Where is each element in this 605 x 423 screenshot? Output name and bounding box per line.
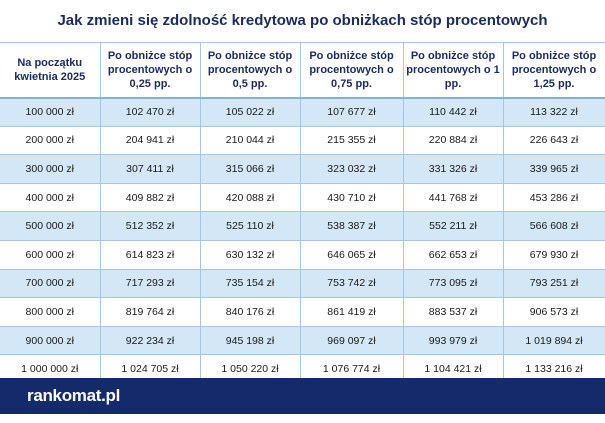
- table-row: [0, 98, 605, 127]
- table-row: [0, 155, 605, 184]
- table-cell: 906 573 zł: [503, 298, 605, 327]
- table-cell: 300 000 zł: [0, 155, 100, 184]
- table-cell: 226 643 zł: [503, 126, 605, 155]
- column-header: Po obniżce stóp procentowych o 1,25 pp.: [503, 43, 605, 98]
- table-cell: 1 133 216 zł: [503, 355, 605, 384]
- table-row: [0, 240, 605, 269]
- table-cell: 105 022 zł: [200, 98, 300, 127]
- table-cell: 1 104 421 zł: [403, 355, 503, 384]
- table-cell: 315 066 zł: [200, 155, 300, 184]
- table-cell: 922 234 zł: [100, 326, 200, 355]
- table-cell: 840 176 zł: [200, 298, 300, 327]
- table-cell: 113 322 zł: [503, 98, 605, 127]
- table-cell: 107 677 zł: [300, 98, 403, 127]
- table-cell: 861 419 zł: [300, 298, 403, 327]
- table-cell: 110 442 zł: [403, 98, 503, 127]
- column-header: Po obniżce stóp procentowych o 0,25 pp.: [100, 43, 200, 98]
- column-header: Po obniżce stóp procentowych o 0,75 pp.: [300, 43, 403, 98]
- table-cell: 819 764 zł: [100, 298, 200, 327]
- footer-bar: [0, 378, 605, 414]
- table-cell: 700 000 zł: [0, 269, 100, 298]
- table-cell: 1 050 220 zł: [200, 355, 300, 384]
- table-row: [0, 326, 605, 355]
- table-cell: 793 251 zł: [503, 269, 605, 298]
- table-cell: 717 293 zł: [100, 269, 200, 298]
- table-cell: 331 326 zł: [403, 155, 503, 184]
- table-cell: 566 608 zł: [503, 212, 605, 241]
- table-cell: 1 024 705 zł: [100, 355, 200, 384]
- table-cell: 945 198 zł: [200, 326, 300, 355]
- table-cell: 420 088 zł: [200, 183, 300, 212]
- table-row: [0, 183, 605, 212]
- table-row: [0, 269, 605, 298]
- table-cell: 512 352 zł: [100, 212, 200, 241]
- table-cell: 210 044 zł: [200, 126, 300, 155]
- table-cell: 323 032 zł: [300, 155, 403, 184]
- table-row: [0, 298, 605, 327]
- table-cell: 200 000 zł: [0, 126, 100, 155]
- table-cell: 630 132 zł: [200, 240, 300, 269]
- credit-capacity-table: [0, 42, 605, 384]
- table-cell: 900 000 zł: [0, 326, 100, 355]
- table-cell: 1 000 000 zł: [0, 355, 100, 384]
- table-cell: 552 211 zł: [403, 212, 503, 241]
- table-cell: 993 979 zł: [403, 326, 503, 355]
- table-cell: 409 882 zł: [100, 183, 200, 212]
- table-cell: 679 930 zł: [503, 240, 605, 269]
- table-cell: 646 065 zł: [300, 240, 403, 269]
- table-cell: 525 110 zł: [200, 212, 300, 241]
- table-cell: 339 965 zł: [503, 155, 605, 184]
- table-row: [0, 126, 605, 155]
- table-cell: 969 097 zł: [300, 326, 403, 355]
- table-cell: 220 884 zł: [403, 126, 503, 155]
- table-cell: 500 000 zł: [0, 212, 100, 241]
- page-title: Jak zmieni się zdolność kredytowa po obniżkach stóp procentowych: [57, 12, 548, 29]
- brand-logo: rankomat.pl: [27, 386, 121, 405]
- table-cell: 215 355 zł: [300, 126, 403, 155]
- table-cell: 204 941 zł: [100, 126, 200, 155]
- table-cell: 883 537 zł: [403, 298, 503, 327]
- table-cell: 662 653 zł: [403, 240, 503, 269]
- table-cell: 453 286 zł: [503, 183, 605, 212]
- table-cell: 800 000 zł: [0, 298, 100, 327]
- column-header: Po obniżce stóp procentowych o 0,5 pp.: [200, 43, 300, 98]
- table-row: [0, 212, 605, 241]
- table-cell: 400 000 zł: [0, 183, 100, 212]
- table-cell: 1 019 894 zł: [503, 326, 605, 355]
- table-cell: 735 154 zł: [200, 269, 300, 298]
- table-cell: 100 000 zł: [0, 98, 100, 127]
- table-header-row: [0, 43, 605, 98]
- table-cell: 614 823 zł: [100, 240, 200, 269]
- table-cell: 1 076 774 zł: [300, 355, 403, 384]
- column-header: Na początku kwietnia 2025: [0, 43, 100, 98]
- column-header: Po obniżce stóp procentowych o 1 pp.: [403, 43, 503, 98]
- table-cell: 600 000 zł: [0, 240, 100, 269]
- table-cell: 430 710 zł: [300, 183, 403, 212]
- table-cell: 102 470 zł: [100, 98, 200, 127]
- table-cell: 773 095 zł: [403, 269, 503, 298]
- table-cell: 441 768 zł: [403, 183, 503, 212]
- table-cell: 753 742 zł: [300, 269, 403, 298]
- table-cell: 538 387 zł: [300, 212, 403, 241]
- table-cell: 307 411 zł: [100, 155, 200, 184]
